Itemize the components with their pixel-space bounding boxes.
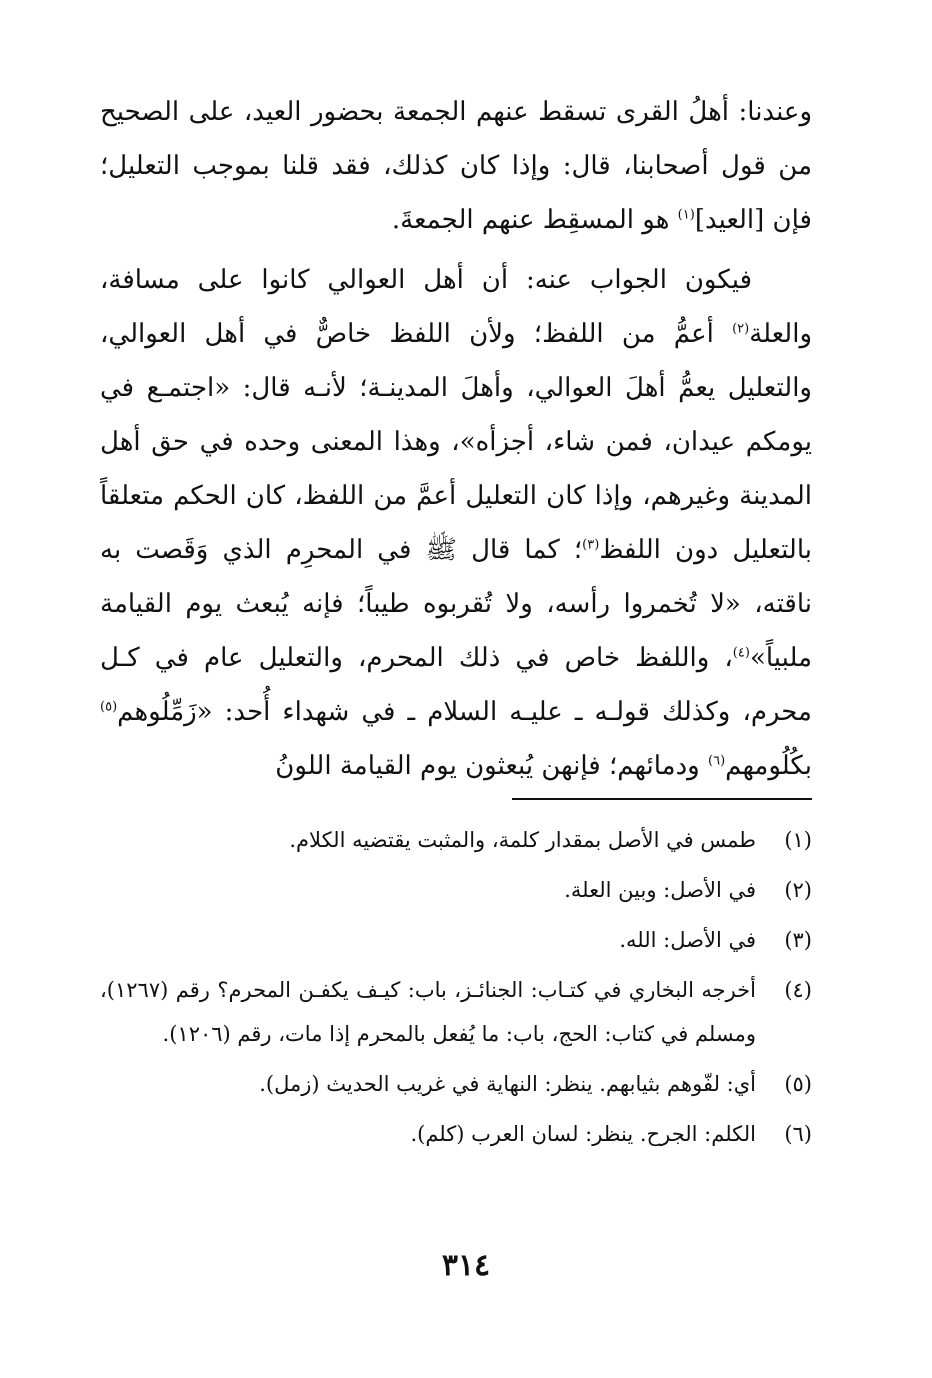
footnote-item bbox=[100, 1062, 812, 1106]
footnote-ref-4[interactable]: (٤) bbox=[732, 645, 750, 661]
footnote-text: أي: لفّوهم بثيابهم. ينظر: النهاية في غريب الحديث (زمل). bbox=[259, 1072, 756, 1096]
footnote-number: (٢) bbox=[784, 878, 812, 902]
footnote-item bbox=[100, 818, 812, 862]
page-number: ٣١٤ bbox=[441, 1248, 491, 1283]
footnote-number: (٣) bbox=[784, 928, 812, 952]
footnote-text: في الأصل: الله. bbox=[619, 928, 756, 952]
text-segment: أعمُّ من اللفظ؛ ولأن اللفظ خاصٌّ في أهل العوالي، والتعليل يعمُّ أهلَ العوالي، وأهلَ المدينـة؛ لأنـه قال: «اجتمـع في يومكم عيدان، فمن شاء، أجزأه»، وهذا المعنى وحده في حق أهل المدينة وغيرهم، وإذا كان التعليل أعمَّ من اللفظ، كان الحكم متعلقاً بالتعليل دون اللفظ bbox=[100, 319, 812, 565]
footnote-text: طمس في الأصل بمقدار كلمة، والمثبت يقتضيه الكلام. bbox=[289, 828, 756, 852]
footnote-text: في الأصل: وبين العلة. bbox=[564, 878, 756, 902]
text-segment: هو المسقِط عنهم الجمعةَ. bbox=[391, 205, 678, 235]
footnote-ref-3[interactable]: (٣) bbox=[582, 537, 600, 553]
footnote-ref-5[interactable]: (٥) bbox=[100, 699, 118, 715]
footnote-ref-2[interactable]: (٢) bbox=[732, 321, 750, 337]
footnote-ref-6[interactable]: (٦) bbox=[708, 753, 726, 769]
footnotes-section bbox=[100, 818, 812, 1162]
footnote-item bbox=[100, 1112, 812, 1156]
footnote-number: (٤) bbox=[784, 978, 812, 1002]
text-segment: فيكون الجواب عنه: أن أهل العوالي كانوا على مسافة، والعلة bbox=[100, 265, 812, 349]
footnote-number: (١) bbox=[784, 828, 812, 852]
text-segment: ؛ كما قال ﷺ في المحرِم الذي وَقَصت به ناقته، «لا تُخمروا رأسه، ولا تُقربوه طيباً؛ فإنه يُبعث يوم القيامة ملبياً» bbox=[100, 535, 812, 673]
text-segment: بكُلُومهم bbox=[725, 751, 812, 781]
footnote-item bbox=[100, 918, 812, 962]
footnote-item bbox=[100, 868, 812, 912]
main-text bbox=[100, 85, 812, 793]
footnote-item bbox=[100, 968, 812, 1056]
body-paragraphs bbox=[100, 85, 812, 793]
text-segment: وعندنا: أهلُ القرى تسقط عنهم الجمعة بحضور العيد، على الصحيح من قول أصحابنا، قال: وإذا كان كذلك، فقد قلنا بموجب التعليل؛ فإن [العيد] bbox=[100, 97, 812, 235]
text-segment: ودمائهم؛ فإنهن يُبعثون يوم القيامة اللونُ bbox=[275, 751, 708, 781]
paragraph-1 bbox=[100, 85, 812, 247]
text-segment: ، واللفظ خاص في ذلك المحرم، والتعليل عام في كـل محرم، وكذلك قولـه ـ عليـه السلام ـ في شهداء أُحد: «زَمِّلُوهم bbox=[100, 643, 812, 727]
footnote-number: (٦) bbox=[784, 1122, 812, 1146]
footnote-number: (٥) bbox=[784, 1072, 812, 1096]
footnote-divider bbox=[512, 798, 812, 800]
footnote-text: الكلم: الجرح. ينظر: لسان العرب (كلم). bbox=[410, 1122, 756, 1146]
paragraph-2 bbox=[100, 253, 812, 793]
footnote-text: أخرجه البخاري في كتـاب: الجنائـز، باب: كيـف يكفـن المحرم؟ رقم (١٢٦٧)، ومسلم في كتاب: الحج، باب: ما يُفعل بالمحرم إذا مات، رقم (١٢٠٦). bbox=[100, 978, 756, 1046]
footnote-ref-1[interactable]: (١) bbox=[677, 207, 695, 223]
